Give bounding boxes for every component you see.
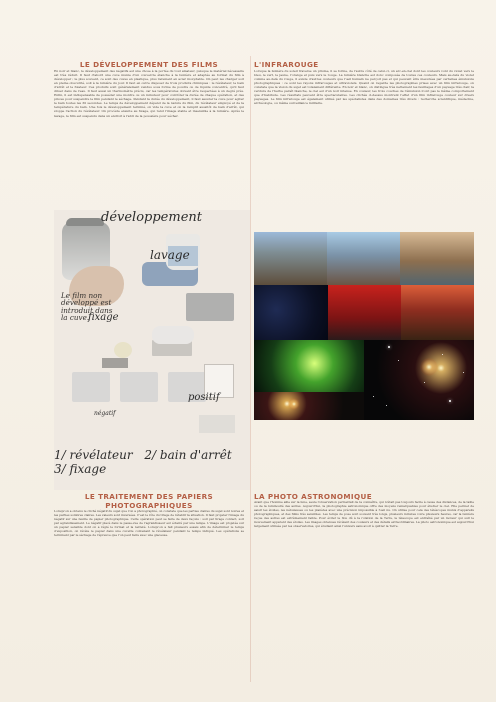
photo-space [364, 340, 474, 420]
star-6 [373, 396, 374, 397]
left-top-title: LE DÉVELOPPEMENT DES FILMS [79, 60, 219, 69]
right-top-section [254, 60, 474, 105]
right-bottom-title: LA PHOTO ASTRONOMIQUE [254, 492, 373, 501]
step-revelateur: 1/ révélateur [54, 448, 133, 462]
step-fixage: 3/ fixage [54, 462, 107, 476]
fix-bath-shape [152, 326, 194, 344]
negatif-label: négatif [94, 410, 116, 417]
photo-greenglow [254, 340, 364, 392]
photo-night [254, 285, 328, 340]
center-divider [250, 56, 251, 682]
right-bottom-body: Avant que l'homme aille sur la lune, seule l'observation permettait de la connaître, qui n'était pas toujours facile à cause des distances, de la taille ou de la luminosité des astres. Aujourd'hui, la photographie astronomique offre des moyens remarquables pour étudier le ciel. Elle permet de saisir les étoiles, les nébuleuses ou les planètes avec une précision impossible à l'œil nu. On utilise pour cela des téléscopes munis d'appareils photographiques, et des films très sensibles. Les temps de pose sont souvent très longs, plusieurs minutes voire plusieurs heures, car la lumière reçue des astres est extrêmement faible. Pour éviter le flou dû à la rotation de la Terre, le télescope est entraîné par un moteur qui suit le mouvement apparent des étoiles. Les images obtenues révèlent des couleurs et des détails extraordinaires. La photo astronomique est aujourd'hui largement utilisée par les observatoires, qui étudient ainsi l'univers sans avoir à quitter la Terre. [254, 500, 474, 528]
development-steps [54, 448, 250, 486]
left-bottom-body: Lorsqu'on a obtenu le cliché négatif du sujet que l'on a photographié, on constate que les parties claires du sujet sont noires et les parties sombres claires. Les valeurs sont inversées. C'est le rôle du tirage de rétablir la situation. Il faut projeter l'image du négatif sur une feuille de papier photographique. Cette opération peut se faire de deux façons : soit par tirage contact, soit par agrandissement. Le négatif placé dans le passe-vue de l'agrandisseur est éclairé par une lampe. L'image est projetée sur un papier sensible dont on a réglé le format et la netteté. Lorsqu'on a fait plusieurs essais afin de déterminer le temps d'exposition, on révèle le papier dans une cuvette contenant le révélateur pendant le temps indiqué. Les opérations se terminent par le séchage de l'épreuve que l'on peut faire avec une glaceuse. [54, 509, 245, 537]
negative-tray-shape [102, 358, 128, 368]
photo-city [254, 232, 327, 285]
photo-port [400, 232, 474, 285]
step-bain-arret: 2/ bain d'arrêt [144, 448, 232, 462]
glow-star-2 [288, 398, 300, 410]
positive-caption: positif [188, 392, 220, 403]
right-top-title: L'INFRAROUGE [254, 60, 319, 69]
left-top-body: En noir et blanc, le développement des négatifs est une chose à la portée du tout amateur, puisque le matériel nécessaire est très réduit. Il faut d'abord une cuve munie d'un couvercle étanche à la lumière et adaptée au format du film à développer ; le plus souvent, ce sont des cuves en plastique, plus rarement en acier inoxydable. On peut les charger soit en pleine obscurité, soit à la lumière du jour. Il faut en outre disposer de trois produits chimiques : le révélateur, le bain d'arrêt et le fixateur. Ces produits sont généralement vendus sous forme de poudre ou de liquide concentré, qu'il faut diluer dans de l'eau. Il faut aussi un thermomètre précis, car les températures doivent être respectées à un degré près. Enfin, il est indispensable de posséder une montre ou un minuteur pour contrôler la durée de chaque opération, et des pinces pour suspendre le film pendant le séchage. Pendant la durée du développement, il faut assurer la cuve pour agiter le bain toutes les 30 secondes. Le temps de développement dépend de la nature du film, du révélateur employé et de la température du bain. Une fois le développement terminé, on vide la cuve et on la remplit aussitôt de bain d'arrêt, qui stoppe l'action du révélateur. On procède ensuite au fixage, qui rend l'image stable et insensible à la lumière. Après le lavage, le film est suspendu dans un endroit à l'abri de la poussière pour sécher. [54, 69, 244, 118]
photo-space-2 [254, 392, 364, 420]
lamp-shape [114, 342, 132, 358]
left-top-section [54, 60, 244, 118]
photo-coast [327, 232, 400, 285]
photo-colorwarm [401, 285, 474, 340]
tank-top-shape [66, 218, 104, 226]
star-3 [424, 382, 425, 383]
tray-shape-1 [72, 372, 110, 402]
star-5 [449, 400, 451, 402]
lavage-caption: lavage [150, 248, 190, 262]
right-top-body: Lorsque la lumière du soleil traverse un prisme, il se forme, de l'autre côté de celui-ci, un arc-en-ciel dont les couleurs vont du violet vers le bleu, le vert, le jaune, l'orange et puis vers le rouge. La lumière blanche est donc composée de toutes ces couleurs. Mais au-delà du violet comme au-delà du rouge, il existe d'autres couleurs que l'œil humain ne perçoit pas et qui peuvent être mesurées par certaines émulsions photographiques : ce sont les rayons infrarouges et ultraviolets. Quand on regarde les photographies prises avec un film infrarouge, on constate que la vision du sujet est totalement différente. En noir et blanc, on distingue très nettement les feuillages d'un paysage très clair, la verdure de l'herbe paraît blanche, le ciel est d'un noir intense. En couleur, les trois couches de l'émulsion n'ont pas le même comportement que d'habitude. Les résultats peuvent être spectaculaires. Les clichés ci-dessus montrent l'effet d'un film infrarouge couleur sur divers paysages. Le film infrarouge est également utilisé par les spécialistes dans des domaines très divers : recherche scientifique, médecine, archéologie, ou même surveillance militaire. [254, 69, 474, 106]
star-1 [388, 346, 390, 348]
infrared-photo-grid [254, 232, 474, 392]
fixage-caption: fixage [88, 312, 119, 323]
check-tray-shape [199, 415, 235, 433]
photo-redclouds [328, 285, 401, 340]
film-caption: Le film non développé est introduit dans la cuve. [61, 291, 113, 323]
glow-star-1 [420, 358, 438, 376]
left-bottom-title: LE TRAITEMENT DES PAPIERS PHOTOGRAPHIQUES [84, 492, 214, 510]
develop-caption: développement [101, 210, 202, 225]
tray-shape-2 [120, 372, 158, 402]
star-8 [463, 372, 464, 373]
sink-shape [186, 293, 234, 321]
star-4 [442, 354, 443, 355]
star-2 [398, 360, 399, 361]
right-bottom-section [254, 492, 474, 529]
star-7 [386, 405, 387, 406]
left-bottom-section [54, 492, 244, 538]
